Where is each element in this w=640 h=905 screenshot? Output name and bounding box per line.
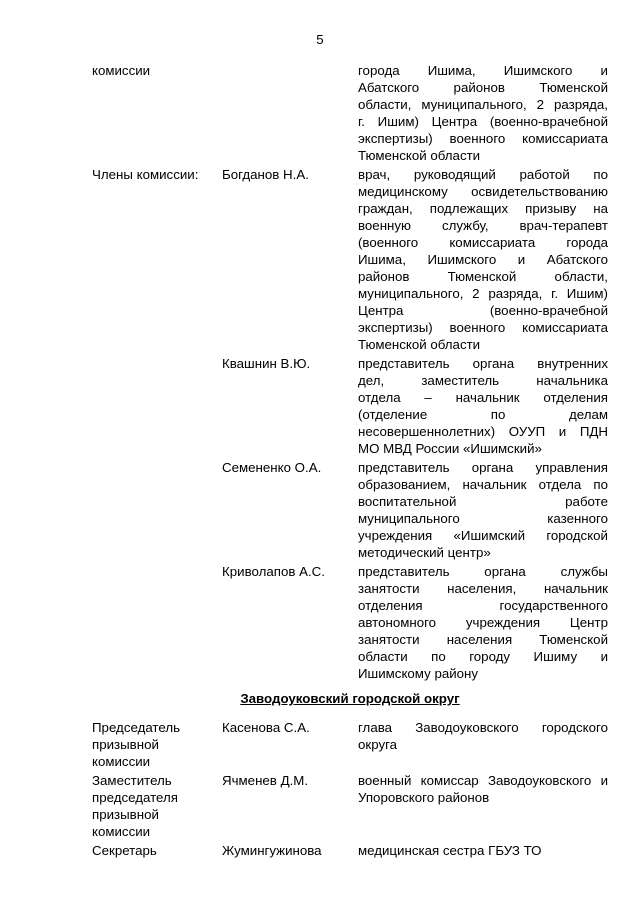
member-role-line: призывной [92, 807, 159, 822]
member-description-line: врач, руководящий работой по [358, 167, 608, 182]
member-row [92, 459, 608, 561]
member-role-line [92, 459, 222, 476]
member-description-line: образованием, начальник отдела по [358, 477, 608, 492]
ishim-commission-members [92, 62, 608, 684]
member-description [358, 563, 608, 682]
member-description-line: Ишимскому району [358, 666, 479, 681]
member-name-line: Жумингужинова [222, 843, 322, 858]
member-role-line: комиссии [92, 824, 151, 839]
member-role [92, 166, 222, 183]
member-description-line: муниципального, 2 разряда, г. Ишим) [358, 286, 608, 301]
zavodoukovsk-commission-members [92, 719, 608, 861]
member-description-line: округа [358, 737, 398, 752]
member-name-line: Криволапов А.С. [222, 564, 325, 579]
member-description-line: районов Тюменской области, [358, 269, 608, 284]
member-description [358, 842, 608, 859]
member-role-line: Председатель [92, 720, 181, 735]
member-row [92, 166, 608, 353]
member-description-line: представитель органа внутренних [358, 356, 608, 371]
member-description-line: Абатского районов Тюменской [358, 80, 608, 95]
member-description-line: автономного учреждения Центр [358, 615, 608, 630]
commission-list [92, 62, 608, 861]
member-description-line: военный комиссар Заводоуковского и [358, 773, 608, 788]
member-row [92, 842, 608, 859]
member-description-line: муниципального казенного [358, 511, 608, 526]
member-role-line: комиссии [92, 63, 151, 78]
member-description-line: военную службу, врач-терапевт [358, 218, 608, 233]
member-name-line: Квашнин В.Ю. [222, 356, 311, 371]
member-description [358, 166, 608, 353]
member-name-line: Касенова С.А. [222, 720, 310, 735]
member-description-line: (отделение по делам [358, 407, 608, 422]
member-role [92, 842, 222, 859]
member-description-line: экспертизы) военного комиссариата [358, 131, 608, 146]
member-description [358, 772, 608, 806]
member-description-line: учреждения «Ишимский городской [358, 528, 608, 543]
member-description-line: дел, заместитель начальника [358, 373, 608, 388]
member-description-line: граждан, подлежащих призыву на [358, 201, 608, 216]
member-name-line [222, 62, 358, 79]
member-description-line: Тюменской области [358, 148, 481, 163]
member-description-line: занятости населения, начальник [358, 581, 608, 596]
member-description-line: занятости населения Тюменской [358, 632, 608, 647]
member-role [92, 772, 222, 840]
page-number: 5 [316, 32, 324, 47]
member-name-line: Ячменев Д.М. [222, 773, 309, 788]
member-role-line: Члены комиссии: [92, 167, 199, 182]
member-name [222, 166, 358, 183]
member-role-line: Секретарь [92, 843, 157, 858]
member-description-line: воспитательной работе [358, 494, 608, 509]
member-description-line: Центра (военно-врачебной [358, 303, 608, 318]
member-description-line: отделения государственного [358, 598, 608, 613]
member-row [92, 719, 608, 770]
member-description-line: (военного комиссариата города [358, 235, 608, 250]
member-name-line: Семененко О.А. [222, 460, 322, 475]
member-name [222, 719, 358, 736]
member-description-line: города Ишима, Ишимского и [358, 63, 608, 78]
member-description-line: экспертизы) военного комиссариата [358, 320, 608, 335]
member-name-line: Богданов Н.А. [222, 167, 309, 182]
member-name [222, 459, 358, 476]
member-role-line [92, 355, 222, 372]
member-role-line: Заместитель [92, 773, 172, 788]
member-description-line: медицинскому освидетельствованию [358, 184, 608, 199]
member-role [92, 719, 222, 770]
member-description-line: отдела – начальник отделения [358, 390, 608, 405]
member-row [92, 62, 608, 164]
member-role-line: комиссии [92, 754, 151, 769]
member-description [358, 62, 608, 164]
member-role [92, 459, 222, 476]
member-description-line: МО МВД России «Ишимский» [358, 441, 542, 456]
member-name [222, 62, 358, 79]
member-name [222, 842, 358, 859]
member-role [92, 355, 222, 372]
member-description-line: Тюменской области [358, 337, 481, 352]
member-description-line: представитель органа службы [358, 564, 608, 579]
member-description [358, 459, 608, 561]
member-description-line: глава Заводоуковского городского [358, 720, 608, 735]
member-description-line: области, муниципального, 2 разряда, [358, 97, 608, 112]
section-title: Заводоуковский городской округ [240, 691, 460, 706]
member-description-line: медицинская сестра ГБУЗ ТО [358, 843, 542, 858]
member-row [92, 772, 608, 840]
member-role-line: председателя [92, 790, 178, 805]
member-description-line: несовершеннолетних) ОУУП и ПДН [358, 424, 608, 439]
member-row [92, 563, 608, 682]
member-description [358, 355, 608, 457]
member-description-line: г. Ишим) Центра (военно-врачебной [358, 114, 608, 129]
member-description-line: методический центр» [358, 545, 491, 560]
member-role [92, 563, 222, 580]
member-description [358, 719, 608, 753]
member-role [92, 62, 222, 79]
member-description-line: области по городу Ишиму и [358, 649, 608, 664]
member-role-line: призывной [92, 737, 159, 752]
member-row [92, 355, 608, 457]
member-description-line: Упоровского районов [358, 790, 490, 805]
member-name [222, 772, 358, 789]
member-name [222, 563, 358, 580]
member-description-line: Ишима, Ишимского и Абатского [358, 252, 608, 267]
member-name [222, 355, 358, 372]
member-role-line [92, 563, 222, 580]
member-description-line: представитель органа управления [358, 460, 608, 475]
